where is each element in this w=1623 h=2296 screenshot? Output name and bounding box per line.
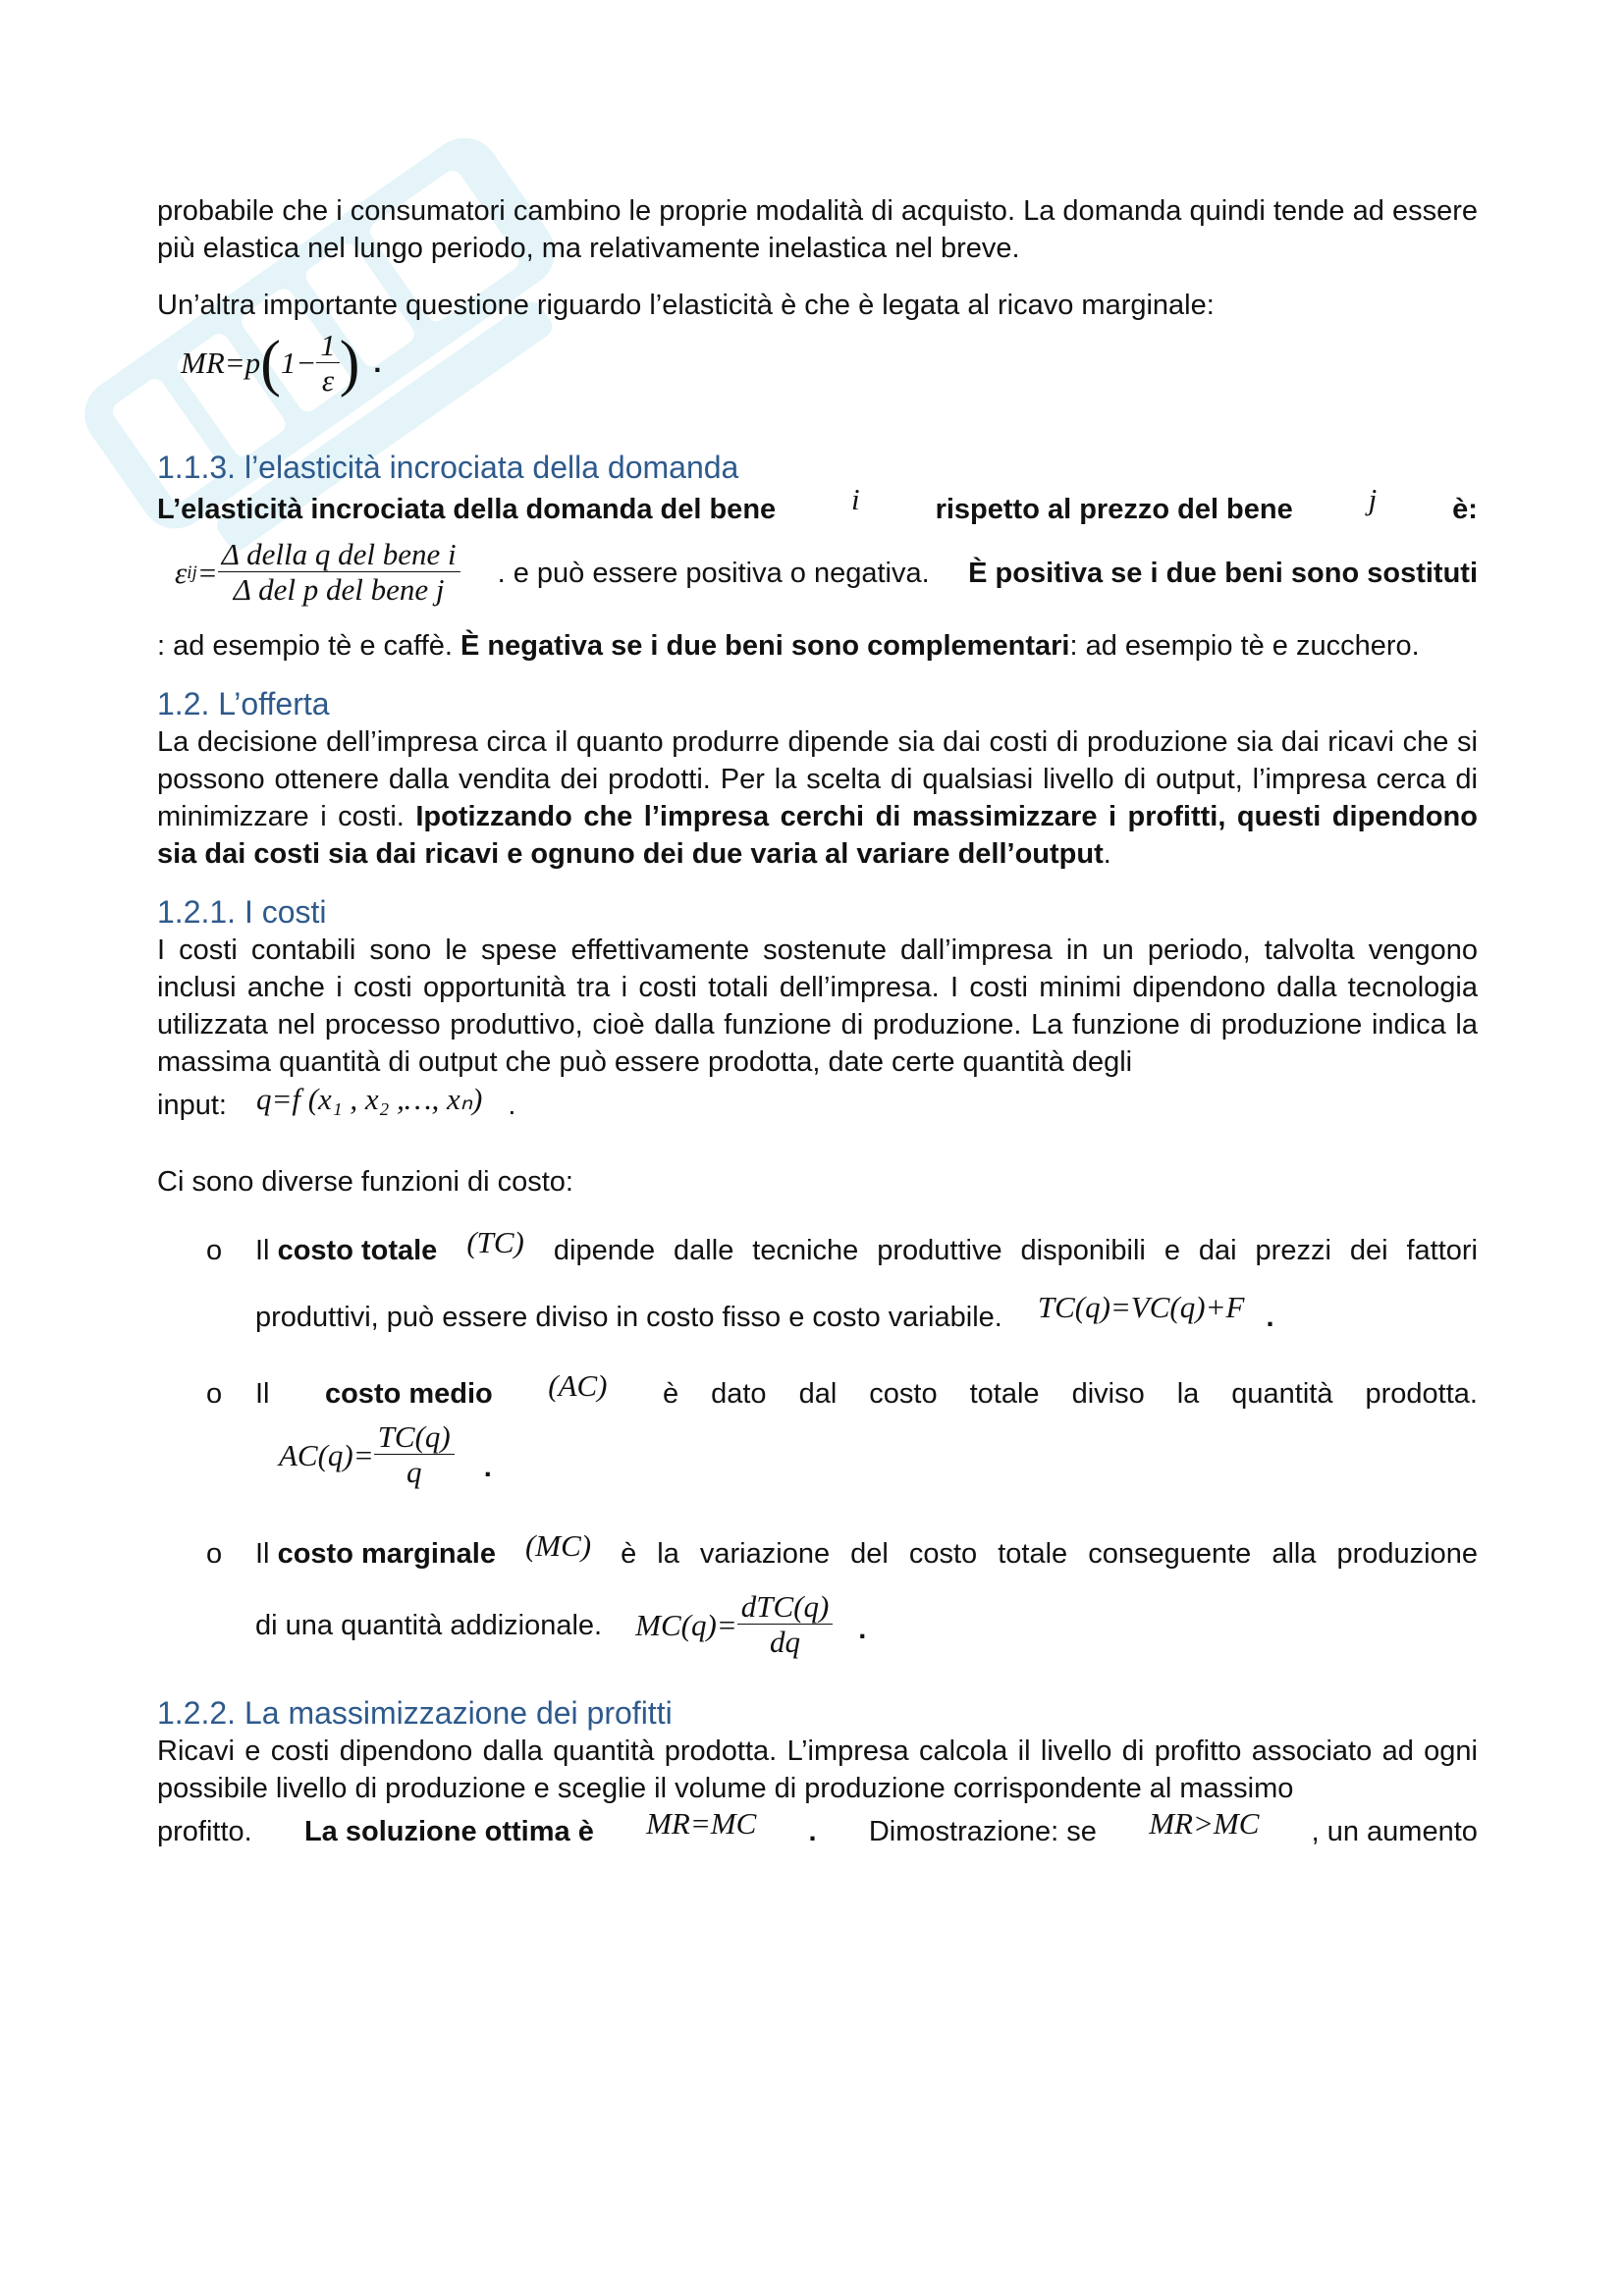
formula-end-dot: . — [483, 1451, 492, 1483]
fraction-denominator: dq — [769, 1625, 800, 1659]
formula-mr-fraction — [316, 329, 340, 399]
fraction-numerator: 1 — [316, 329, 340, 363]
total-cost-line1 — [255, 1225, 1478, 1269]
formula-total-cost: TC(q)=VC(q)+F — [1037, 1290, 1245, 1324]
optimal-solution-bold: La soluzione ottima è — [303, 1816, 594, 1847]
profit-word: profitto. — [157, 1816, 252, 1847]
cross-elasticity-text-c: è: — [1452, 494, 1478, 525]
formula-end-dot: . — [858, 1613, 867, 1645]
document-page — [157, 192, 1478, 1850]
formula-ac-lhs: AC(q)= — [279, 1437, 374, 1472]
total-cost-line2 — [255, 1290, 1478, 1336]
positive-bold-text: È positiva se i due beni sono sostituti — [968, 557, 1478, 589]
formula-mc-fraction — [737, 1590, 834, 1660]
positive-rest-text: : ad esempio tè e caffè. — [157, 630, 453, 662]
formula-end-dot: . — [1266, 1302, 1274, 1333]
cross-elasticity-formula-line — [157, 538, 1478, 608]
offerta-bold-text: Ipotizzando che l’impresa cerchi di massimizzare i profitti, questi dipendono sia dai costi sia dai ricavi e ognuno dei due varia al variare dell’output — [157, 801, 1478, 870]
formula-cross-elasticity — [157, 538, 930, 608]
var-i: i — [851, 482, 860, 516]
formula-epsilon: ε — [175, 555, 188, 590]
total-cost-text-second: produttivi, può essere diviso in costo fisso e costo variabile. — [255, 1302, 1002, 1333]
formula-mc-lhs: MC(q)= — [635, 1607, 737, 1642]
fraction-numerator: Δ della q del bene i — [218, 538, 460, 572]
marginal-cost-line1 — [255, 1528, 1478, 1573]
cost-function-list — [157, 1225, 1478, 1660]
paragraph-elasticity-period: probabile che i consumatori cambino le proprie modalità di acquisto. La domanda quindi tende ad essere più elastica nel lungo periodo, ma relativamente inelastica nel breve. — [157, 195, 1478, 264]
bullet: o — [206, 1378, 223, 1410]
item-pre: Il — [255, 1538, 270, 1570]
formula-ac-fraction — [374, 1420, 455, 1490]
fraction-denominator: q — [406, 1455, 422, 1489]
fraction-denominator: ε — [321, 362, 335, 398]
list-item-average-cost — [157, 1368, 1478, 1490]
demonstration-text: Dimostrazione: se — [868, 1816, 1097, 1847]
item-bold: costo totale — [277, 1235, 438, 1266]
fraction-denominator: Δ del p del bene j — [233, 572, 445, 607]
section-heading-1-2: 1.2. L’offerta — [157, 686, 330, 721]
bullet: o — [206, 1538, 223, 1570]
increase-text: , un aumento — [1311, 1816, 1478, 1847]
paragraph-cross-examples — [157, 627, 1478, 665]
fraction-numerator: dTC(q) — [737, 1590, 834, 1625]
paren-open: ( — [260, 328, 281, 399]
marginal-cost-line2 — [255, 1590, 1478, 1660]
average-cost-line1 — [255, 1368, 1478, 1413]
list-item-marginal-cost — [157, 1528, 1478, 1660]
section-heading-1-1-3: 1.1.3. l’elasticità incrociata della domanda — [157, 450, 739, 485]
input-label: input: — [157, 1090, 227, 1121]
paragraph-profit-max: Ricavi e costi dipendono dalla quantità prodotta. L’impresa calcola il livello di profitto associato ad ogni possibile livello di produzione e sceglie il volume di produzione corrispondente al massimo — [157, 1735, 1478, 1804]
formula-end-dot: . — [373, 347, 382, 379]
formula-production-function: q=f (x₁ , x₂ ,…, xₙ) — [255, 1082, 483, 1116]
item-text-second: di una quantità addizionale. — [255, 1609, 603, 1641]
paragraph-cost-functions-intro: Ci sono diverse funzioni di costo: — [157, 1166, 573, 1198]
formula-mr-greater-mc: MR>MC — [1149, 1806, 1260, 1841]
bullet: o — [206, 1235, 223, 1266]
paragraph-costi: I costi contabili sono le spese effettivamente sostenute dall’impresa in un periodo, talvolta vengono inclusi anche i costi opportunità tra i costi totali dell’impresa. I costi minimi dipendono dalla tecnologia utilizzata nel processo produttivo, cioè dalla funzione di produzione. La funzione di produzione indica la massima quantità di output che può essere prodotta, date certe quantità degli — [157, 934, 1478, 1078]
paragraph-marginal-revenue: Un’altra importante questione riguardo l’elasticità è che è legata al ricavo marginale: — [157, 290, 1215, 321]
formula-mr-lhs: MR=p — [181, 346, 261, 380]
item-symbol: (MC) — [524, 1528, 592, 1563]
formula-marginal-revenue — [181, 324, 1478, 402]
total-cost-text-first: dipende dalle tecniche produttive disponibili e dai prezzi dei fattori — [553, 1235, 1478, 1266]
paren-close: ) — [339, 328, 360, 399]
formula-epsilon-sub: ij — [187, 561, 197, 583]
item-pre: Il — [255, 1235, 270, 1266]
negative-bold-text: È negativa se i due beni sono complementari — [460, 630, 1070, 662]
marginal-cost-label — [255, 1535, 496, 1573]
item-symbol: (AC) — [548, 1368, 608, 1403]
paragraph-offerta — [157, 723, 1478, 873]
cross-elasticity-sign-text: . e può essere positiva o negativa. — [497, 557, 930, 589]
formula-cross-fraction — [218, 538, 460, 608]
offerta-plain-text: La decisione dell’impresa circa il quanto produrre dipende sia dai costi di produzione sia dai ricavi che si possono ottenere dalla vendita dei prodotti. Per la scelta di qualsiasi livello di output, l’impresa cerca di minimizzare i costi. — [157, 726, 1478, 832]
item-pre: Il — [255, 1378, 270, 1410]
item-text-first: è la variazione del costo totale conseguente alla produzione — [621, 1538, 1478, 1570]
cross-elasticity-text-a: L’elasticità incrociata della domanda del bene — [157, 494, 777, 525]
formula-mr-equals-mc: MR=MC — [646, 1806, 757, 1841]
item-bold: costo medio — [324, 1378, 493, 1410]
formula-end-dot: . — [808, 1816, 817, 1847]
offerta-end: . — [1103, 838, 1111, 870]
formula-average-cost — [279, 1420, 1478, 1490]
profit-max-last-line — [157, 1806, 1478, 1850]
negative-rest-text: : ad esempio tè e zucchero. — [1069, 630, 1420, 662]
var-j: j — [1368, 482, 1378, 516]
list-item-total-cost — [157, 1225, 1478, 1336]
production-function-line — [157, 1082, 1478, 1124]
total-cost-label — [255, 1232, 437, 1269]
item-bold: costo marginale — [277, 1538, 496, 1570]
item-symbol: (TC) — [466, 1225, 524, 1259]
formula-equals: = — [196, 555, 218, 590]
item-text: è dato dal costo totale diviso la quantità prodotta. — [662, 1378, 1478, 1410]
section-heading-1-2-1: 1.2.1. I costi — [157, 894, 327, 930]
formula-end-dot: . — [508, 1090, 516, 1121]
section-heading-1-2-2: 1.2.2. La massimizzazione dei profitti — [157, 1695, 673, 1731]
cross-elasticity-text-b: rispetto al prezzo del bene — [935, 494, 1293, 525]
formula-one-minus: 1− — [280, 346, 317, 380]
fraction-numerator: TC(q) — [374, 1420, 455, 1455]
cross-elasticity-line — [157, 482, 1478, 528]
